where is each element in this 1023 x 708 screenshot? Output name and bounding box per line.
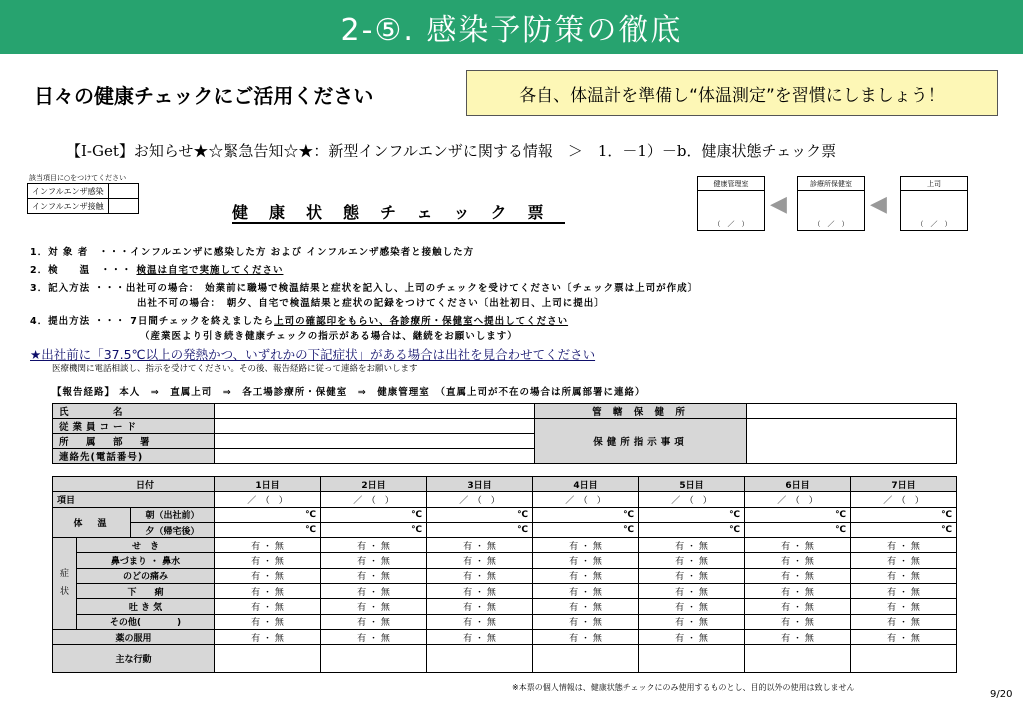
symptom-yesno-toggle[interactable]: 有 ・ 無 — [639, 553, 745, 568]
approval-label: 健康管理室 — [698, 177, 764, 191]
temperature-evening-input[interactable]: ℃ — [745, 522, 851, 537]
symptom-yesno-toggle[interactable]: 有 ・ 無 — [533, 614, 639, 629]
temperature-evening-input[interactable]: ℃ — [533, 522, 639, 537]
medicine-label: 薬の服用 — [53, 629, 215, 644]
symptom-yesno-toggle[interactable]: 有 ・ 無 — [533, 568, 639, 583]
date-input[interactable]: ／ （ ） — [427, 492, 533, 507]
medicine-yesno-toggle[interactable]: 有 ・ 無 — [533, 629, 639, 644]
note-text: 各自、体温計を準備し“体温測定”を習慣にしましょう！ — [519, 85, 945, 106]
temperature-morning-input[interactable]: ℃ — [745, 507, 851, 522]
symptom-yesno-toggle[interactable]: 有 ・ 無 — [321, 614, 427, 629]
symptom-label: 下 痢 — [77, 584, 215, 599]
symptom-label: 鼻づまり ・ 鼻水 — [77, 553, 215, 568]
symptom-yesno-toggle[interactable]: 有 ・ 無 — [533, 553, 639, 568]
activity-label: 主な行動 — [53, 645, 215, 673]
date-input[interactable]: ／ （ ） — [533, 492, 639, 507]
symptom-label: のどの痛み — [77, 568, 215, 583]
symptom-yesno-toggle[interactable]: 有 ・ 無 — [215, 599, 321, 614]
mini-row-cell[interactable] — [108, 184, 138, 199]
date-input[interactable]: ／ （ ） — [215, 492, 321, 507]
name-label: 氏 名 — [53, 404, 215, 419]
symptom-yesno-toggle[interactable]: 有 ・ 無 — [745, 538, 851, 553]
symptom-group-label: 症 状 — [53, 538, 77, 630]
symptom-yesno-toggle[interactable]: 有 ・ 無 — [639, 614, 745, 629]
department-label: 所 属 部 署 — [53, 434, 215, 449]
advice-line: 医療機関に電話相談し、指示を受けてください。その後、報告経路に従って連絡をお願いします — [52, 364, 418, 374]
approval-label: 上司 — [901, 177, 967, 191]
item-header-label: 項目 — [53, 492, 215, 507]
temperature-morning-input[interactable]: ℃ — [851, 507, 957, 522]
mini-row-label: インフルエンザ感染 — [28, 184, 109, 199]
date-input[interactable]: ／ （ ） — [745, 492, 851, 507]
day-header: 5日目 — [639, 477, 745, 492]
day-header: 7日目 — [851, 477, 957, 492]
instruction-4b: （産業医より引き続き健康チェックの指示がある場合は、継続をお願いします） — [140, 331, 518, 342]
symptom-yesno-toggle[interactable]: 有 ・ 無 — [745, 568, 851, 583]
symptom-yesno-toggle[interactable]: 有 ・ 無 — [745, 614, 851, 629]
medicine-yesno-toggle[interactable]: 有 ・ 無 — [851, 629, 957, 644]
employee-code-label: 従業員コード — [53, 419, 215, 434]
symptom-label: 吐 き 気 — [77, 599, 215, 614]
symptom-yesno-toggle[interactable]: 有 ・ 無 — [427, 584, 533, 599]
symptom-yesno-toggle[interactable]: 有 ・ 無 — [427, 553, 533, 568]
activity-input[interactable] — [215, 645, 321, 673]
symptom-label: せ き — [77, 538, 215, 553]
temperature-label: 体 温 — [53, 507, 131, 538]
temperature-evening-input[interactable]: ℃ — [321, 522, 427, 537]
arrow-left-icon: ◀ — [770, 192, 787, 217]
temperature-evening-input[interactable]: ℃ — [851, 522, 957, 537]
approval-date: （ ／ ） — [713, 220, 749, 228]
symptom-label: その他( ) — [77, 614, 215, 629]
instruction-4-emphasis: 上司の確認印をもらい、各診療所・保健室へ提出してください — [274, 316, 569, 327]
activity-input[interactable] — [851, 645, 957, 673]
symptom-yesno-toggle[interactable]: 有 ・ 無 — [533, 599, 639, 614]
symptom-yesno-toggle[interactable]: 有 ・ 無 — [321, 553, 427, 568]
activity-input[interactable] — [745, 645, 851, 673]
symptom-yesno-toggle[interactable]: 有 ・ 無 — [639, 599, 745, 614]
iget-reference: 【I-Get】お知らせ★☆緊急告知☆★：新型インフルエンザに関する情報 ＞ 1．－1）－b．健康状態チェック票 — [66, 142, 837, 160]
morning-label: 朝（出社前） — [131, 507, 215, 522]
temperature-evening-input[interactable]: ℃ — [427, 522, 533, 537]
symptom-yesno-toggle[interactable]: 有 ・ 無 — [851, 614, 957, 629]
date-input[interactable]: ／ （ ） — [639, 492, 745, 507]
slide-title: 2-⑤. 感染予防策の徹底 — [340, 13, 683, 48]
health-center-instruction-field[interactable] — [747, 419, 957, 464]
medicine-yesno-toggle[interactable]: 有 ・ 無 — [215, 629, 321, 644]
instruction-3b: 出社不可の場合： 朝夕、自宅で検温結果と症状の記録をつけてください〔出社初日、上司に提出〕 — [137, 298, 605, 309]
health-log-table — [52, 476, 957, 673]
symptom-yesno-toggle[interactable]: 有 ・ 無 — [745, 584, 851, 599]
symptom-yesno-toggle[interactable]: 有 ・ 無 — [215, 614, 321, 629]
symptom-yesno-toggle[interactable]: 有 ・ 無 — [851, 538, 957, 553]
department-field[interactable] — [215, 434, 535, 449]
report-route: 【報告経路】 本人 ⇒ 直属上司 ⇒ 各工場診療所・保健室 ⇒ 健康管理室 （直属上司が不在の場合は所属部署に連絡） — [52, 387, 646, 398]
date-input[interactable]: ／ （ ） — [321, 492, 427, 507]
symptom-yesno-toggle[interactable]: 有 ・ 無 — [321, 584, 427, 599]
symptom-yesno-toggle[interactable]: 有 ・ 無 — [321, 568, 427, 583]
symptom-yesno-toggle[interactable]: 有 ・ 無 — [427, 599, 533, 614]
symptom-yesno-toggle[interactable]: 有 ・ 無 — [215, 538, 321, 553]
approval-date: （ ／ ） — [813, 220, 849, 228]
health-center-field[interactable] — [747, 404, 957, 419]
name-field[interactable] — [215, 404, 535, 419]
page-number: 9/20 — [990, 689, 1013, 700]
symptom-yesno-toggle[interactable]: 有 ・ 無 — [745, 599, 851, 614]
symptom-yesno-toggle[interactable]: 有 ・ 無 — [427, 568, 533, 583]
symptom-yesno-toggle[interactable]: 有 ・ 無 — [533, 538, 639, 553]
date-input[interactable]: ／ （ ） — [851, 492, 957, 507]
temperature-morning-input[interactable]: ℃ — [215, 507, 321, 522]
mini-row-label: インフルエンザ接触 — [28, 199, 109, 214]
health-center-instruction-label: 保健所指示事項 — [535, 419, 747, 464]
arrow-left-icon: ◀ — [870, 192, 887, 217]
temperature-morning-input[interactable]: ℃ — [639, 507, 745, 522]
medicine-yesno-toggle[interactable]: 有 ・ 無 — [745, 629, 851, 644]
symptom-yesno-toggle[interactable]: 有 ・ 無 — [427, 614, 533, 629]
temperature-evening-input[interactable]: ℃ — [639, 522, 745, 537]
symptom-yesno-toggle[interactable]: 有 ・ 無 — [851, 599, 957, 614]
health-center-label: 管 轄 保 健 所 — [535, 404, 747, 419]
employee-code-field[interactable] — [215, 419, 535, 434]
alert-line: ★出社前に「37.5℃以上の発熱かつ、いずれかの下記症状」がある場合は出社を見合わせてください — [30, 347, 596, 362]
temperature-evening-input[interactable]: ℃ — [215, 522, 321, 537]
symptom-yesno-toggle[interactable]: 有 ・ 無 — [533, 584, 639, 599]
instruction-3: 3．記入方法 ・・・出社可の場合： 始業前に職場で検温結果と症状を記入し、上司のチェックを受けてください〔チェック票は上司が作成〕 — [30, 283, 699, 294]
instruction-4: 4．提出方法 ・・・ 7日間チェックを終えましたら上司の確認印をもらい、各診療所・保健室へ提出してください — [30, 316, 569, 327]
approval-label: 診療所保健室 — [798, 177, 864, 191]
approval-box-clinic[interactable] — [797, 176, 865, 231]
day-header: 6日目 — [745, 477, 851, 492]
day-header: 4日目 — [533, 477, 639, 492]
day-header: 1日目 — [215, 477, 321, 492]
day-header: 3日目 — [427, 477, 533, 492]
date-header-label: 日付 — [53, 477, 215, 492]
mark-instruction: 該当項目に○をつけてください — [29, 174, 127, 182]
symptom-yesno-toggle[interactable]: 有 ・ 無 — [321, 599, 427, 614]
note-box — [466, 70, 998, 116]
approval-box-health-office[interactable] — [697, 176, 765, 231]
approval-box-supervisor[interactable] — [900, 176, 968, 231]
mini-row-cell[interactable] — [108, 199, 138, 214]
subtitle: 日々の健康チェックにご活用ください — [34, 84, 374, 108]
day-header: 2日目 — [321, 477, 427, 492]
activity-input[interactable] — [533, 645, 639, 673]
form-title: 健康状態チェック票 — [232, 203, 565, 222]
symptom-yesno-toggle[interactable]: 有 ・ 無 — [215, 568, 321, 583]
temperature-morning-input[interactable]: ℃ — [321, 507, 427, 522]
symptom-yesno-toggle[interactable]: 有 ・ 無 — [215, 553, 321, 568]
symptom-yesno-toggle[interactable]: 有 ・ 無 — [427, 538, 533, 553]
activity-input[interactable] — [427, 645, 533, 673]
approval-date: （ ／ ） — [916, 220, 952, 228]
status-checkbox-table — [27, 183, 139, 214]
personal-info-table — [52, 403, 957, 464]
evening-label: 夕（帰宅後） — [131, 522, 215, 537]
symptom-yesno-toggle[interactable]: 有 ・ 無 — [851, 584, 957, 599]
symptom-yesno-toggle[interactable]: 有 ・ 無 — [215, 584, 321, 599]
activity-input[interactable] — [639, 645, 745, 673]
contact-label: 連絡先(電話番号) — [53, 449, 215, 464]
symptom-yesno-toggle[interactable]: 有 ・ 無 — [639, 538, 745, 553]
instruction-2: 2．検 温 ・・・ 検温は自宅で実施してください — [30, 265, 284, 276]
symptom-yesno-toggle[interactable]: 有 ・ 無 — [745, 553, 851, 568]
medicine-yesno-toggle[interactable]: 有 ・ 無 — [427, 629, 533, 644]
medicine-yesno-toggle[interactable]: 有 ・ 無 — [639, 629, 745, 644]
activity-input[interactable] — [321, 645, 427, 673]
contact-field[interactable] — [215, 449, 535, 464]
symptom-yesno-toggle[interactable]: 有 ・ 無 — [851, 568, 957, 583]
instruction-1: 1．対 象 者 ・・・インフルエンザに感染した方 および インフルエンザ感染者と接触した方 — [30, 247, 475, 258]
symptom-yesno-toggle[interactable]: 有 ・ 無 — [851, 553, 957, 568]
slide-header — [0, 0, 1023, 54]
temperature-morning-input[interactable]: ℃ — [533, 507, 639, 522]
medicine-yesno-toggle[interactable]: 有 ・ 無 — [321, 629, 427, 644]
temperature-morning-input[interactable]: ℃ — [427, 507, 533, 522]
symptom-yesno-toggle[interactable]: 有 ・ 無 — [639, 568, 745, 583]
instruction-2-emphasis: 検温は自宅で実施してください — [136, 265, 284, 276]
privacy-footnote: ※本票の個人情報は、健康状態チェックにのみ使用するものとし、目的以外の使用は致しません — [512, 683, 855, 692]
symptom-yesno-toggle[interactable]: 有 ・ 無 — [639, 584, 745, 599]
symptom-yesno-toggle[interactable]: 有 ・ 無 — [321, 538, 427, 553]
